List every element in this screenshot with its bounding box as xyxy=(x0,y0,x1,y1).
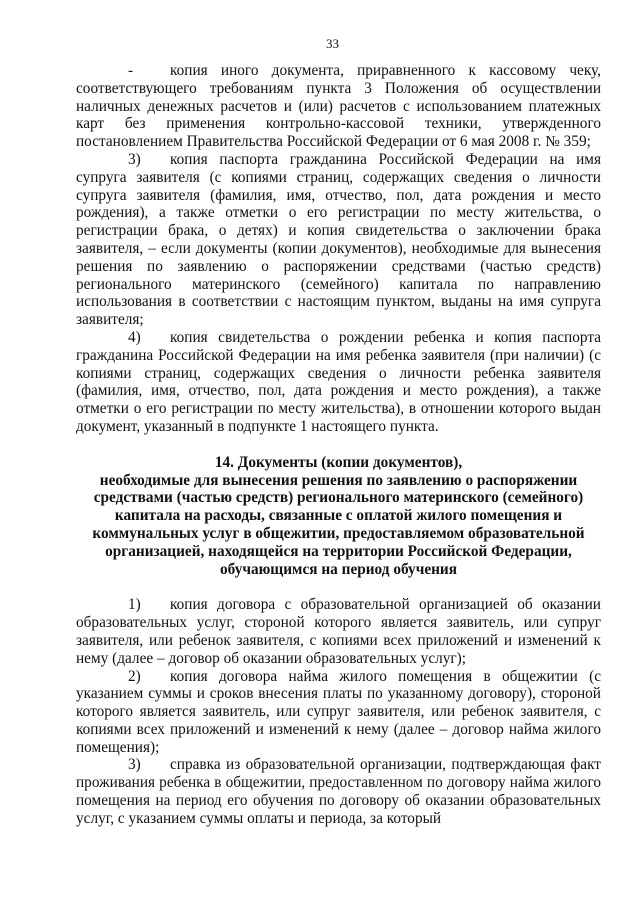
heading-line: 14. Документы (копии документов), xyxy=(214,453,463,471)
list-marker: 2) xyxy=(128,667,141,685)
list-marker: 3) xyxy=(128,756,141,774)
heading-line: необходимые для вынесения решения по заявлению о распоряжении xyxy=(99,471,578,489)
section-heading xyxy=(76,454,601,579)
list-item-3-bottom xyxy=(76,756,601,827)
heading-line: коммунальных услуг в общежитии, предоставляемом образовательной xyxy=(92,524,585,542)
heading-line: средствами (частью средств) регионального материнского (семейного) xyxy=(93,489,584,507)
list-item-text: копия паспорта гражданина Российской Федерации на имя супруга заявителя (с копиями страниц, содержащих сведения о личности супруга заявителя (фамилия, имя, отчество, пол, дата рождения и место рождения), а также отметки о его регистрации по месту жительства, о регистрации брака, о детях) и копия свидетельства о заключении брака заявителя, – если документы (копии документов), необходимые для вынесения решения по заявлению о распоряжении средствами (частью средств) регионального материнского (семейного) капитала по направлению использования в соответствии с настоящим пунктом, выданы на имя супруга заявителя; xyxy=(76,150,601,329)
list-item-3 xyxy=(76,151,601,329)
list-item-dash xyxy=(76,62,601,151)
list-marker: - xyxy=(128,62,134,79)
list-item-1 xyxy=(76,596,601,667)
heading-line: капитала на расходы, связанные с оплатой жилого помещения и xyxy=(114,507,563,525)
list-item-text: копия договора с образовательной организацией об оказании образовательных услуг, стороной которого является заявитель, или супруг заявителя, или ребенок заявителя, с копиями всех приложений и изменений к нему (далее – договор об оказании образовательных услуг); xyxy=(76,596,601,667)
page-number: 33 xyxy=(326,36,339,51)
list-marker: 3) xyxy=(128,150,141,168)
list-marker: 4) xyxy=(128,328,141,346)
list-marker: 1) xyxy=(128,596,141,614)
heading-line: обучающимся на период обучения xyxy=(219,560,458,578)
heading-line: организацией, находящейся на территории Российской Федерации, xyxy=(105,542,572,560)
list-item-text: копия свидетельства о рождении ребенка и копия паспорта гражданина Российской Федерации на имя ребенка заявителя (при наличии) (с копиями страниц, содержащих сведения о личности ребенка заявителя (фамилия, имя, отчество, пол, дата рождения и место рождения), а также отметки о его регистрации по месту жительства), в отношении которого выдан документ, указанный в подпункте 1 настоящего пункта. xyxy=(76,328,601,435)
list-item-text: справка из образовательной организации, подтверждающая факт проживания ребенка в общежитии, предоставленном по договору найма жилого помещения на период его обучения по договору об оказании образовательных услуг, с указанием суммы оплаты и периода, за который xyxy=(76,756,601,827)
list-item-text: копия договора найма жилого помещения в общежитии (с указанием суммы и сроков внесения платы по указанному договору), стороной которого является заявитель, или супруг заявителя, или ребенок заявителя, с копиями всех приложений и изменений к нему (далее – договор найма жилого помещения); xyxy=(76,667,601,756)
list-item-text: копия иного документа, приравненного к кассовому чеку, соответствующего требованиям пункта 3 Положения об осуществлении наличных денежных расчетов и (или) расчетов с использованием платежных карт без применения контрольно-кассовой техники, утвержденного постановлением Правительства Российской Федерации от 6 мая 2008 г. № 359; xyxy=(76,62,601,151)
list-item-2 xyxy=(76,668,601,757)
list-item-4 xyxy=(76,329,601,436)
